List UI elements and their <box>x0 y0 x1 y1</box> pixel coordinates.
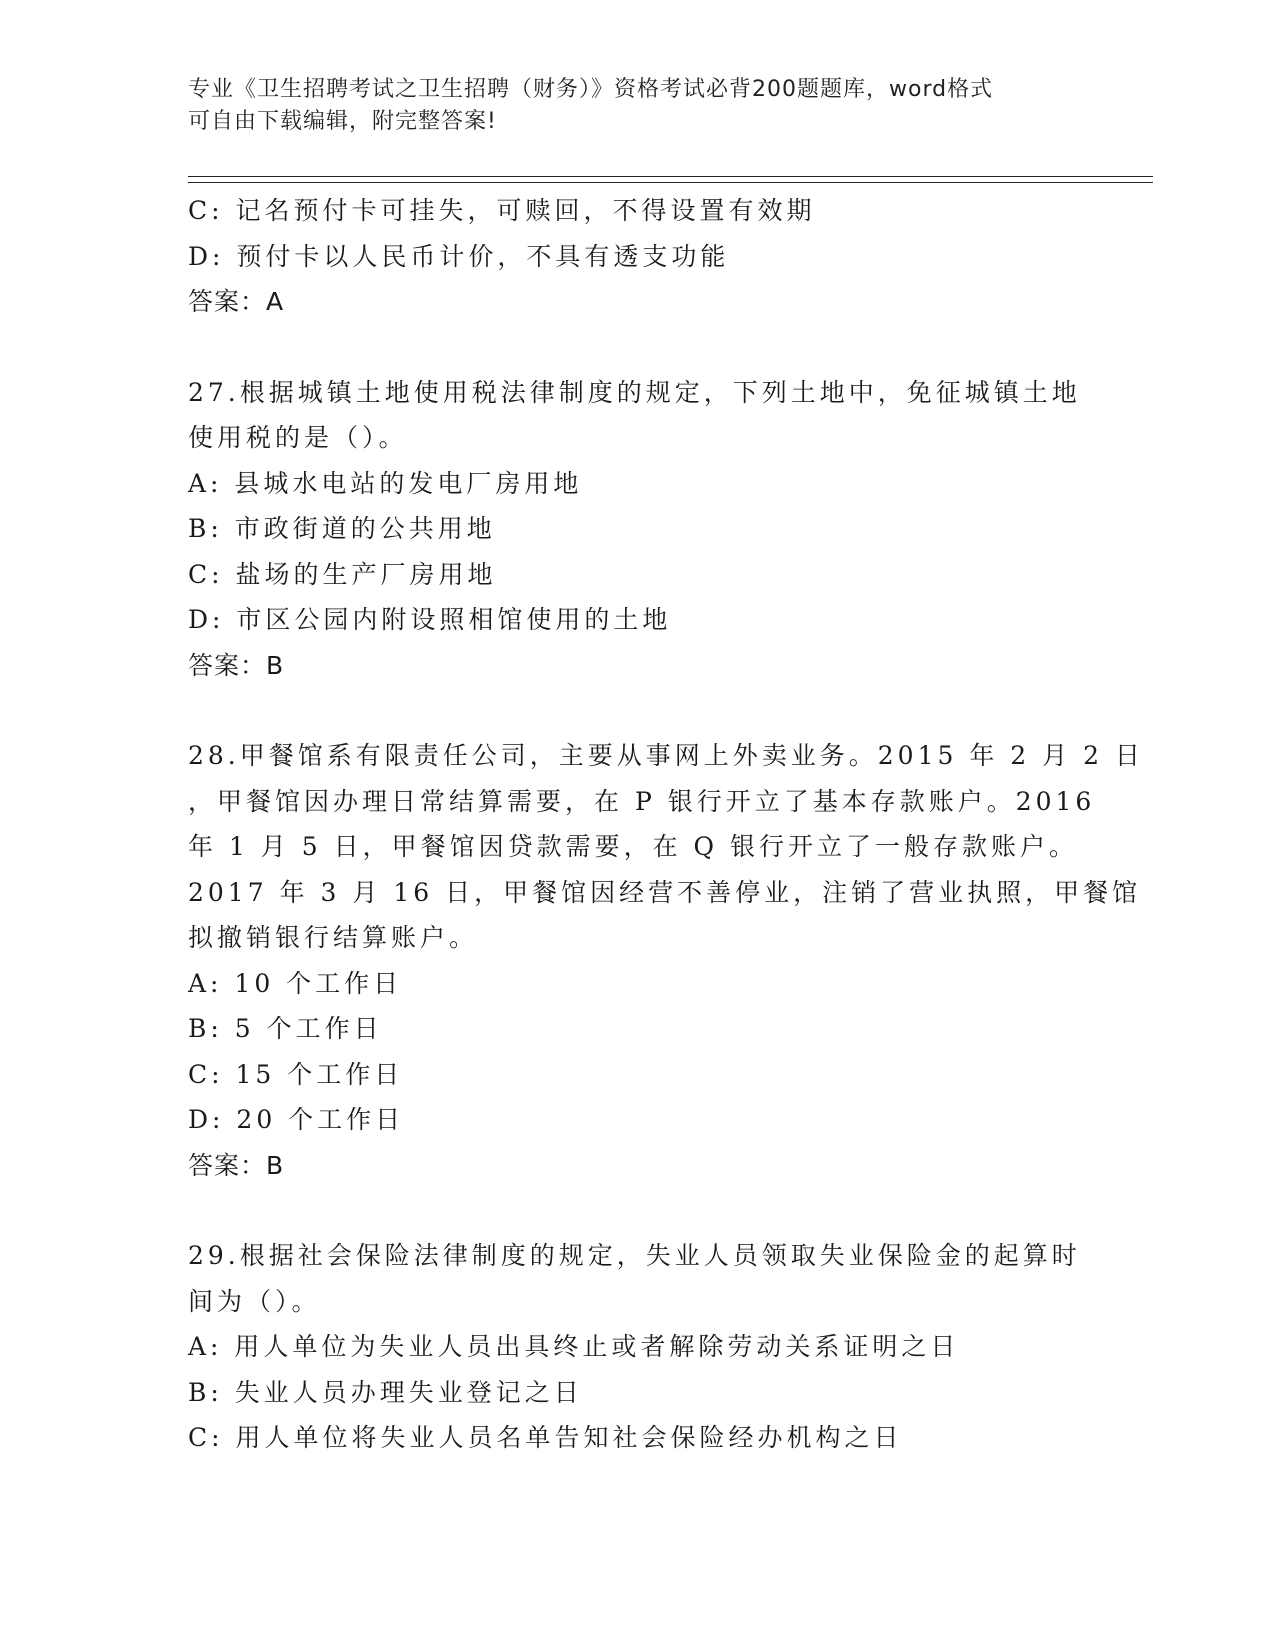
spacer <box>188 325 1088 370</box>
option-a: A: 县城水电站的发电厂房用地 <box>188 468 583 498</box>
spacer <box>188 1188 1088 1233</box>
question-26-tail <box>188 188 1088 325</box>
page-header <box>188 74 1068 138</box>
header-title-line-2: 可自由下载编辑，附完整答案! <box>188 109 497 134</box>
header-divider <box>188 176 1153 183</box>
question-28 <box>188 733 1144 1188</box>
question-stem: 27.根据城镇土地使用税法律制度的规定，下列土地中，免征城镇土地 <box>188 377 1081 407</box>
question-stem: 2017 年 3 月 16 日，甲餐馆因经营不善停业，注销了营业执照，甲餐馆 <box>188 877 1142 907</box>
question-stem: ，甲餐馆因办理日常结算需要，在 P 银行开立了基本存款账户。2016 <box>188 786 1096 816</box>
question-stem: 间为（）。 <box>188 1286 321 1316</box>
option-c: C: 记名预付卡可挂失，可赎回，不得设置有效期 <box>188 196 816 225</box>
header-title-line-1: 专业《卫生招聘考试之卫生招聘（财务）》资格考试必背200题题库，word格式 <box>188 77 994 102</box>
option-a: A: 用人单位为失业人员出具终止或者解除劳动关系证明之日 <box>188 1332 960 1361</box>
option-b: B: 失业人员办理失业登记之日 <box>188 1377 583 1407</box>
answer-label: 答案：B <box>188 650 285 680</box>
question-stem: 拟撤销银行结算账户。 <box>188 923 479 952</box>
question-content <box>188 188 1144 1461</box>
question-stem: 年 1 月 5 日，甲餐馆因贷款需要，在 Q 银行开立了一般存款账户。 <box>188 832 1078 861</box>
option-d: D: 市区公园内附设照相馆使用的土地 <box>188 605 672 634</box>
option-a: A: 10 个工作日 <box>188 968 403 998</box>
option-b: B: 5 个工作日 <box>188 1014 383 1043</box>
spacer <box>188 688 1088 733</box>
option-b: B: 市政街道的公共用地 <box>188 514 496 543</box>
question-stem: 28.甲餐馆系有限责任公司，主要从事网上外卖业务。2015 年 2 月 2 日 <box>188 741 1144 770</box>
question-stem: 使用税的是（）。 <box>188 423 408 452</box>
option-d: D: 20 个工作日 <box>188 1105 405 1134</box>
option-c: C: 15 个工作日 <box>188 1059 404 1089</box>
option-d: D: 预付卡以人民币计价，不具有透支功能 <box>188 241 730 271</box>
question-29 <box>188 1233 1088 1461</box>
question-stem: 29.根据社会保险法律制度的规定，失业人员领取失业保险金的起算时 <box>188 1241 1081 1270</box>
option-c: C: 盐场的生产厂房用地 <box>188 559 497 589</box>
answer-label: 答案：A <box>188 287 285 316</box>
answer-label: 答案：B <box>188 1150 285 1180</box>
question-27 <box>188 370 1088 689</box>
option-c: C: 用人单位将失业人员名单告知社会保险经办机构之日 <box>188 1423 903 1452</box>
